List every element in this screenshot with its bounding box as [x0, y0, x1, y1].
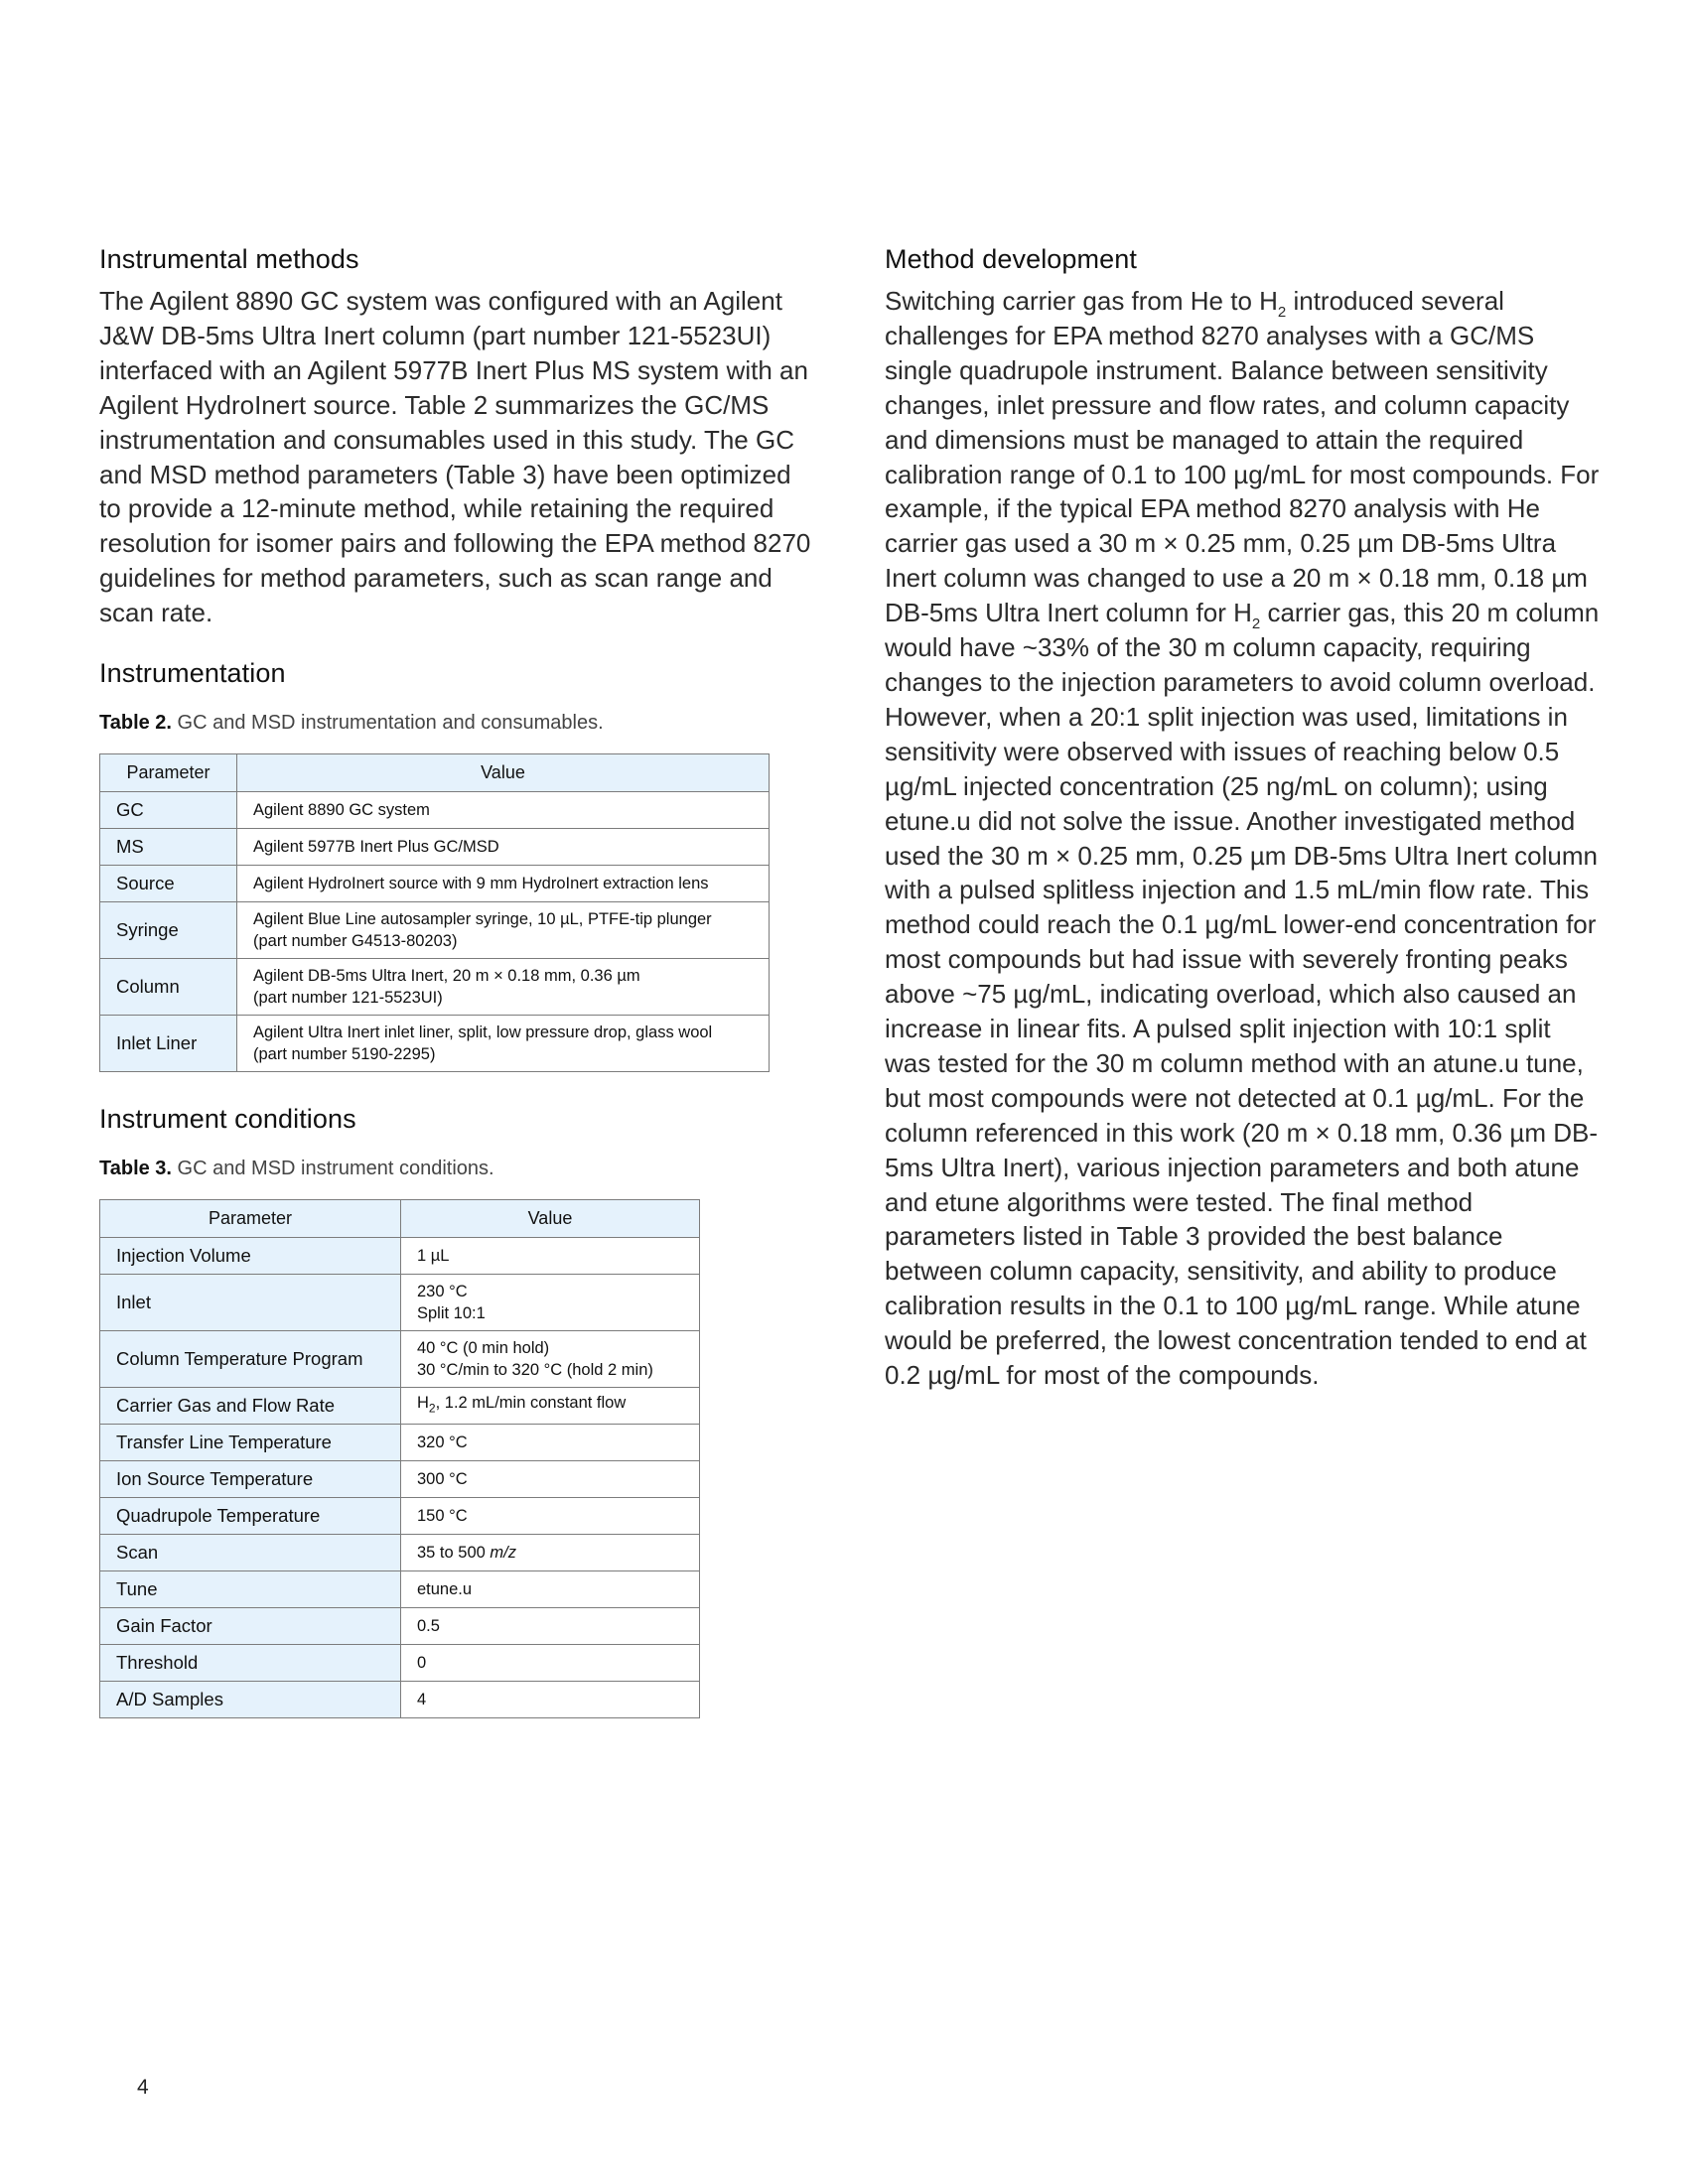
table-row	[100, 792, 770, 829]
table-row	[100, 1535, 700, 1571]
table3-param-cell: Ion Source Temperature	[100, 1461, 401, 1498]
paragraph-text: introduced several challenges for EPA method 8270 analyses with a GC/MS single quadrupole instrument. Balance between sensitivity changes, inlet pressure and flow rates, and column capacity and dimensions must be managed to attain the required calibration range of 0.1 to 100 µg/mL for most compounds. For example, if the typical EPA method 8270 analysis with He carrier gas used a 30 m × 0.25 mm, 0.25 µm DB-5ms Ultra Inert column was changed to use a 20 m × 0.18 mm, 0.18 µm DB-5ms Ultra Inert column for H	[885, 286, 1600, 628]
table-row	[100, 866, 770, 902]
value-line: Split 10:1	[417, 1304, 486, 1323]
table2-param-cell: Source	[100, 866, 237, 902]
table3-param-cell: Tune	[100, 1571, 401, 1608]
value-line: Agilent 5977B Inert Plus GC/MSD	[253, 838, 499, 857]
table2-value-cell	[237, 1016, 770, 1072]
left-column	[99, 242, 814, 1718]
table-row	[100, 902, 770, 959]
table3-param-cell: Inlet	[100, 1275, 401, 1331]
value-line: 30 °C/min to 320 °C (hold 2 min)	[417, 1361, 653, 1380]
table-row	[100, 1425, 700, 1461]
table2-value-cell	[237, 866, 770, 902]
table3-instrument-conditions	[99, 1199, 700, 1718]
table-row	[100, 1571, 700, 1608]
table2-caption-text: GC and MSD instrumentation and consumables.	[172, 712, 604, 735]
table3-param-cell: Scan	[100, 1535, 401, 1571]
table3-caption-label: Table 3.	[99, 1158, 172, 1180]
value-suffix: , 1.2 mL/min constant flow	[435, 1394, 627, 1413]
value-line: 1 µL	[417, 1247, 450, 1266]
table2-instrumentation	[99, 753, 770, 1072]
table3-header-parameter: Parameter	[100, 1200, 401, 1238]
subscript: 2	[1277, 304, 1287, 321]
paragraph-text: Switching carrier gas from He to H	[885, 286, 1278, 316]
table3-param-cell: Carrier Gas and Flow Rate	[100, 1388, 401, 1425]
table-row	[100, 959, 770, 1016]
value-subscript: 2	[428, 1401, 436, 1416]
table3-value-cell	[401, 1425, 700, 1461]
instrumentation-heading: Instrumentation	[99, 658, 286, 689]
table3-value-cell	[401, 1535, 700, 1571]
table3-param-cell: Gain Factor	[100, 1608, 401, 1645]
value-prefix: H	[417, 1394, 429, 1413]
value-prefix: 35 to 500	[417, 1544, 491, 1563]
value-line: etune.u	[417, 1580, 473, 1599]
table3-header-value: Value	[401, 1200, 700, 1238]
value-line: 4	[417, 1691, 427, 1709]
table3-caption-text: GC and MSD instrument conditions.	[172, 1158, 494, 1180]
table2-value-cell	[237, 959, 770, 1016]
table2-header-parameter: Parameter	[100, 754, 237, 792]
instrumental-methods-paragraph: The Agilent 8890 GC system was configured with an Agilent J&W DB-5ms Ultra Inert column (part number 121-5523UI) interfaced with an Agilent 5977B Inert Plus MS system with an Agilent HydroInert source. Table 2 summarizes the GC/MS instrumentation and consumables used in this study. The GC and MSD method parameters (Table 3) have been optimized to provide a 12-minute method, while retaining the required resolution for isomer pairs and following the EPA method 8270 guidelines for method parameters, such as scan range and scan rate.	[99, 286, 811, 628]
value-line: (part number G4513-80203)	[253, 932, 458, 951]
page-number: 4	[137, 2076, 149, 2099]
table3-value-cell	[401, 1275, 700, 1331]
method-development-heading: Method development	[885, 244, 1137, 274]
value-line: 0.5	[417, 1617, 440, 1636]
table3-value-cell	[401, 1461, 700, 1498]
table-row	[100, 1388, 700, 1425]
instrument-conditions-heading: Instrument conditions	[99, 1104, 356, 1135]
value-line: Agilent Blue Line autosampler syringe, 10 µL, PTFE-tip plunger	[253, 910, 712, 929]
value-line: Agilent 8890 GC system	[253, 801, 430, 820]
table2-param-cell: Inlet Liner	[100, 1016, 237, 1072]
table2-param-cell: Syringe	[100, 902, 237, 959]
table-row	[100, 1498, 700, 1535]
table3-param-cell: Transfer Line Temperature	[100, 1425, 401, 1461]
table3-value-cell	[401, 1388, 700, 1425]
value-line: 320 °C	[417, 1433, 468, 1452]
value-line: 230 °C	[417, 1283, 468, 1301]
instrumental-methods-heading: Instrumental methods	[99, 244, 359, 274]
table-row	[100, 1461, 700, 1498]
table-row	[100, 1016, 770, 1072]
table-row	[100, 1275, 700, 1331]
table2-param-cell: GC	[100, 792, 237, 829]
paragraph-text: carrier gas, this 20 m column would have ~33% of the 30 m column capacity, requiring changes to the injection parameters to avoid column overload. However, when a 20:1 split injection was used, limitations in sensitivity were observed with issues of reaching below 0.5 µg/mL injected concentration (25 ng/mL on column); using etune.u did not solve the issue. Another investigated method used the 30 m × 0.25 mm, 0.25 µm DB-5ms Ultra Inert column with a pulsed splitless injection and 1.5 mL/min flow rate. This method could reach the 0.1 µg/mL lower-end concentration for most compounds but had issue with severely fronting peaks above ~75 µg/mL, indicating overload, which also caused an increase in linear fits. A pulsed split injection with 10:1 split was tested for the 30 m column method with an atune.u tune, but most compounds were not detected at 0.1 µg/mL. For the column referenced in this work (20 m × 0.18 mm, 0.36 µm DB-5ms Ultra Inert), various injection parameters and both atune and etune algorithms were tested. The final method parameters listed in Table 3 provided the best balance between column capacity, sensitivity, and ability to produce calibration results in the 0.1 to 100 µg/mL range. While atune would be preferred, the lowest concentration tended to end at 0.2 µg/mL for most of the compounds.	[885, 598, 1600, 1391]
table2-value-cell	[237, 829, 770, 866]
table2-param-cell: Column	[100, 959, 237, 1016]
table2-param-cell: MS	[100, 829, 237, 866]
value-line: 40 °C (0 min hold)	[417, 1339, 550, 1358]
subscript: 2	[1251, 615, 1261, 633]
table3-param-cell: A/D Samples	[100, 1682, 401, 1718]
table-row	[100, 1682, 700, 1718]
value-line: 150 °C	[417, 1507, 468, 1526]
table-row	[100, 1608, 700, 1645]
table-row	[100, 1331, 700, 1388]
table3-caption	[99, 1156, 814, 1181]
table-row	[100, 1238, 700, 1275]
value-line: Agilent DB-5ms Ultra Inert, 20 m × 0.18 mm, 0.36 µm	[253, 967, 640, 986]
table3-param-cell: Quadrupole Temperature	[100, 1498, 401, 1535]
right-column	[885, 242, 1600, 1393]
table3-value-cell	[401, 1608, 700, 1645]
value-line: 300 °C	[417, 1470, 468, 1489]
table2-caption	[99, 710, 814, 736]
table-row	[100, 829, 770, 866]
method-development-paragraph	[885, 284, 1600, 1393]
value-line: (part number 5190-2295)	[253, 1045, 436, 1064]
table2-header-value: Value	[237, 754, 770, 792]
table3-value-cell	[401, 1682, 700, 1718]
table3-value-cell	[401, 1571, 700, 1608]
table-header-row	[100, 1200, 700, 1238]
table3-param-cell: Threshold	[100, 1645, 401, 1682]
table3-value-cell	[401, 1238, 700, 1275]
table3-value-cell	[401, 1498, 700, 1535]
value-line: Agilent Ultra Inert inlet liner, split, low pressure drop, glass wool	[253, 1024, 713, 1042]
table3-param-cell: Column Temperature Program	[100, 1331, 401, 1388]
table3-param-cell: Injection Volume	[100, 1238, 401, 1275]
value-line: Agilent HydroInert source with 9 mm HydroInert extraction lens	[253, 875, 709, 893]
table3-value-cell	[401, 1331, 700, 1388]
table2-value-cell	[237, 792, 770, 829]
table-row	[100, 1645, 700, 1682]
value-italic: m/z	[490, 1544, 516, 1563]
table2-caption-label: Table 2.	[99, 712, 172, 735]
table3-value-cell	[401, 1645, 700, 1682]
table2-value-cell	[237, 902, 770, 959]
table-header-row	[100, 754, 770, 792]
value-line: 0	[417, 1654, 427, 1673]
value-line: (part number 121-5523UI)	[253, 989, 443, 1008]
